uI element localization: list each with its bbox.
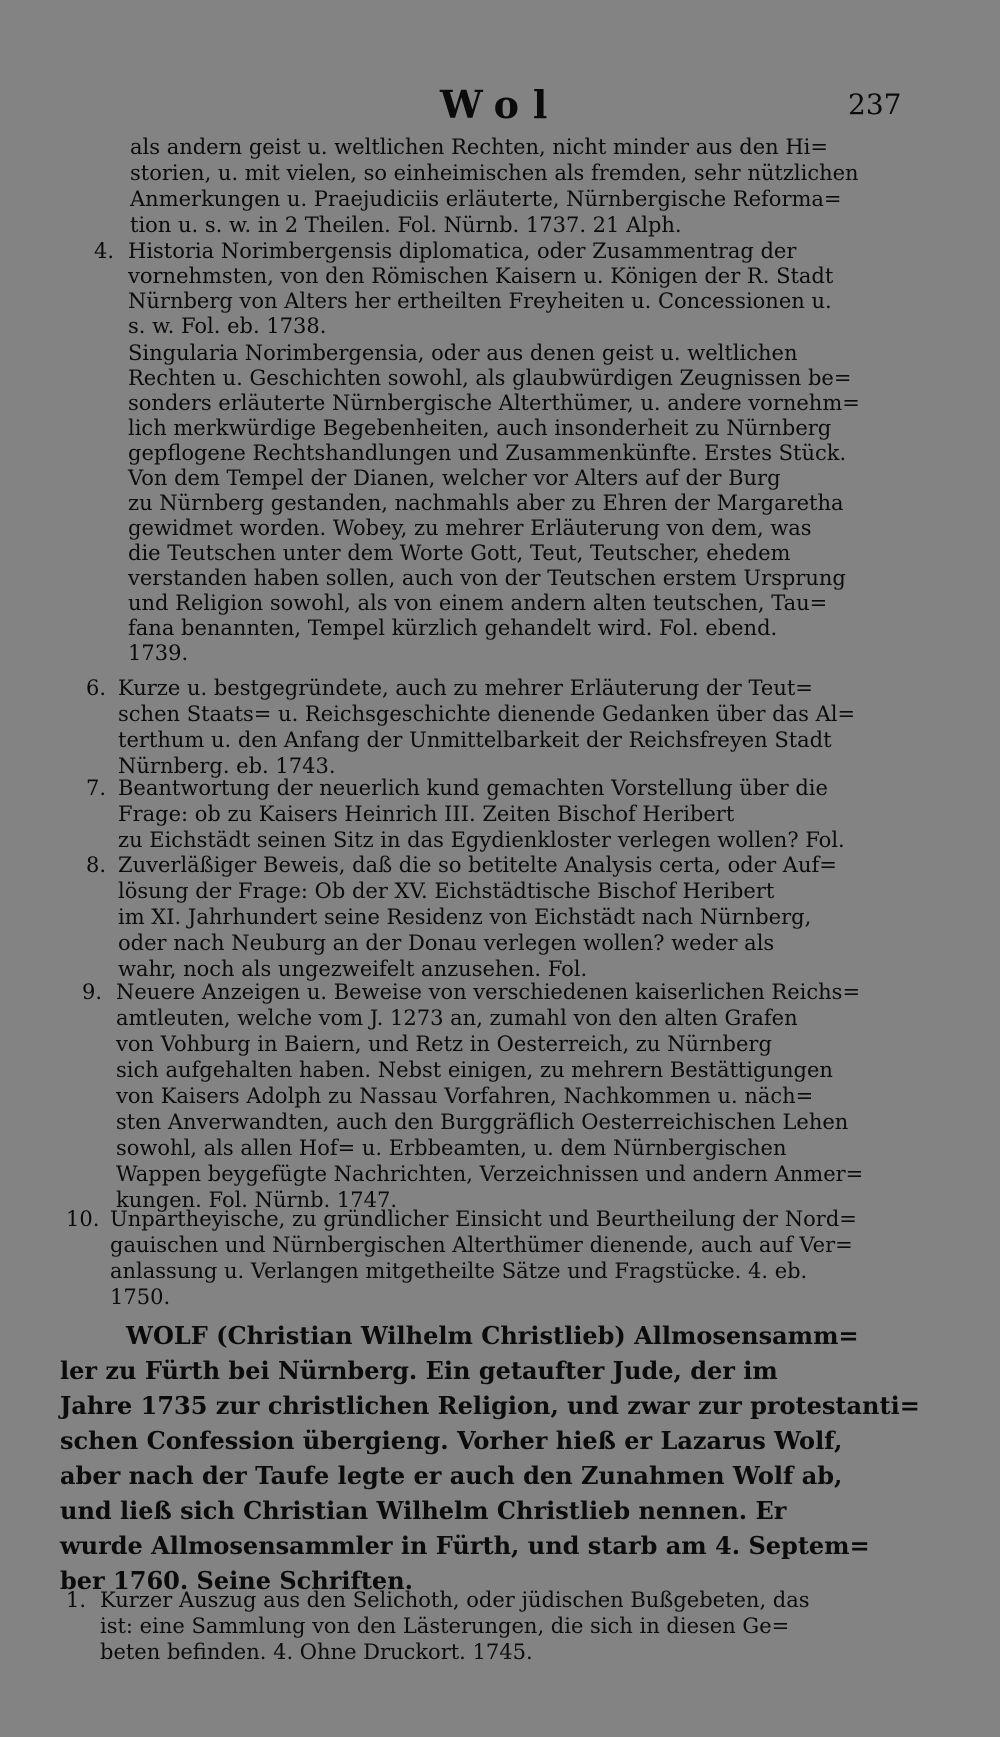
entry-line: Rechten u. Geschichten sowohl, als glaubwürdigen Zeugnissen be=	[128, 366, 852, 390]
entry-line: terthum u. den Anfang der Unmittelbarkeit der Reichsfreyen Stadt	[118, 728, 832, 752]
entry-line: 1739.	[128, 641, 189, 665]
entry-line: tion u. s. w. in 2 Theilen. Fol. Nürnb. 1737. 21 Alph.	[130, 213, 682, 237]
biography-line: wurde Allmosensammler in Fürth, und starb am 4. Septem=	[60, 1531, 870, 1560]
entry-line: zu Eichstädt seinen Sitz in das Egydienkloster verlegen wollen? Fol.	[118, 828, 845, 852]
entry-line: schen Staats= u. Reichsgeschichte dienende Gedanken über das Al=	[118, 702, 856, 726]
entry-line: Kurzer Auszug aus den Selichoth, oder jüdischen Bußgebeten, das	[100, 1588, 810, 1612]
entry-line: sten Anverwandten, auch den Burggräflich Oesterreichischen Lehen	[116, 1110, 849, 1134]
entry-line: lösung der Frage: Ob der XV. Eichstädtische Bischof Heribert	[118, 879, 775, 903]
biography-line: ler zu Fürth bei Nürnberg. Ein getaufter Jude, der im	[60, 1356, 778, 1385]
entry-line: Wappen beygefügte Nachrichten, Verzeichnissen und andern Anmer=	[116, 1162, 864, 1186]
biography-line: WOLF (Christian Wilhelm Christlieb) Allmosensamm=	[126, 1321, 859, 1350]
entry-line: anlassung u. Verlangen mitgetheilte Sätze und Fragstücke. 4. eb.	[110, 1259, 808, 1283]
biography-line: aber nach der Taufe legte er auch den Zunahmen Wolf ab,	[60, 1461, 843, 1490]
entry-line: oder nach Neuburg an der Donau verlegen wollen? weder als	[118, 931, 775, 955]
entry-line: als andern geist u. weltlichen Rechten, nicht minder aus den Hi=	[130, 135, 828, 159]
entry-number: 9.	[82, 980, 103, 1004]
entry-line: lich merkwürdige Begebenheiten, auch insonderheit zu Nürnberg	[128, 416, 832, 440]
biography-line: Jahre 1735 zur christlichen Religion, und zwar zur protestanti=	[60, 1391, 920, 1420]
entry-line: Kurze u. bestgegründete, auch zu mehrer Erläuterung der Teut=	[118, 676, 813, 700]
entry-number: 1.	[66, 1588, 87, 1612]
entry-line: Nürnberg. eb. 1743.	[118, 754, 336, 778]
entry-line: von Kaisers Adolph zu Nassau Vorfahren, Nachkommen u. näch=	[116, 1084, 814, 1108]
running-header	[0, 82, 1000, 132]
page-number: 237	[848, 88, 902, 121]
entry-number: 8.	[86, 853, 107, 877]
entry-line: 1750.	[110, 1285, 171, 1309]
entry-line: im XI. Jahrhundert seine Residenz von Eichstädt nach Nürnberg,	[118, 905, 812, 929]
entry-line: kungen. Fol. Nürnb. 1747.	[116, 1188, 398, 1212]
biography-line: und ließ sich Christian Wilhelm Christlieb nennen. Er	[60, 1496, 787, 1525]
entry-line: Unpartheyische, zu gründlicher Einsicht und Beurtheilung der Nord=	[110, 1207, 857, 1231]
biography-line: ber 1760. Seine Schriften.	[60, 1566, 413, 1595]
entry-line: Nürnberg von Alters her ertheilten Freyheiten u. Concessionen u.	[128, 289, 832, 313]
biography-line: schen Confession übergieng. Vorher hieß er Lazarus Wolf,	[60, 1426, 843, 1455]
entry-line: Historia Norimbergensis diplomatica, oder Zusammentrag der	[128, 239, 797, 263]
entry-line: fana benannten, Tempel kürzlich gehandelt wird. Fol. ebend.	[128, 616, 778, 640]
entry-line: wahr, noch als ungezweifelt anzusehen. Fol.	[118, 957, 588, 981]
entry-line: s. w. Fol. eb. 1738.	[128, 314, 327, 338]
entry-line: und Religion sowohl, als von einem andern alten teutschen, Tau=	[128, 591, 828, 615]
entry-line: verstanden haben sollen, auch von der Teutschen erstem Ursprung	[128, 566, 846, 590]
entry-line: Neuere Anzeigen u. Beweise von verschiedenen kaiserlichen Reichs=	[116, 980, 861, 1004]
entry-line: storien, u. mit vielen, so einheimischen als fremden, sehr nützlichen	[130, 161, 859, 185]
entry-line: amtleuten, welche vom J. 1273 an, zumahl von den alten Grafen	[116, 1006, 798, 1030]
entry-line: von Vohburg in Baiern, und Retz in Oesterreich, zu Nürnberg	[116, 1032, 772, 1056]
entry-line: Singularia Norimbergensia, oder aus denen geist u. weltlichen	[128, 341, 798, 365]
entry-line: gewidmet worden. Wobey, zu mehrer Erläuterung von dem, was	[128, 516, 812, 540]
entry-line: ist: eine Sammlung von den Lästerungen, die sich in diesen Ge=	[100, 1614, 790, 1638]
running-title: Wol	[440, 82, 562, 127]
entry-line: die Teutschen unter dem Worte Gott, Teut, Teutscher, ehedem	[128, 541, 791, 565]
entry-line: sowohl, als allen Hof= u. Erbbeamten, u. dem Nürnbergischen	[116, 1136, 787, 1160]
entry-line: Frage: ob zu Kaisers Heinrich III. Zeiten Bischof Heribert	[118, 802, 735, 826]
entry-number: 10.	[66, 1207, 100, 1231]
entry-line: sich aufgehalten haben. Nebst einigen, zu mehrern Bestättigungen	[116, 1058, 833, 1082]
entry-line: beten befinden. 4. Ohne Druckort. 1745.	[100, 1640, 533, 1664]
entry-number: 4.	[94, 239, 115, 263]
entry-number: 6.	[86, 676, 107, 700]
entry-line: sonders erläuterte Nürnbergische Alterthümer, u. andere vornehm=	[128, 391, 860, 415]
entry-line: Zuverläßiger Beweis, daß die so betitelte Analysis certa, oder Auf=	[118, 853, 837, 877]
entry-line: Anmerkungen u. Praejudiciis erläuterte, Nürnbergische Reforma=	[130, 187, 842, 211]
entry-number: 7.	[86, 776, 107, 800]
entry-line: Beantwortung der neuerlich kund gemachten Vorstellung über die	[118, 776, 828, 800]
entry-line: gauischen und Nürnbergischen Alterthümer dienende, auch auf Ver=	[110, 1233, 853, 1257]
entry-line: Von dem Tempel der Dianen, welcher vor Alters auf der Burg	[128, 466, 781, 490]
entry-line: gepflogene Rechtshandlungen und Zusammenkünfte. Erstes Stück.	[128, 441, 847, 465]
entry-line: zu Nürnberg gestanden, nachmahls aber zu Ehren der Margaretha	[128, 491, 844, 515]
entry-line: vornehmsten, von den Römischen Kaisern u. Königen der R. Stadt	[128, 264, 834, 288]
